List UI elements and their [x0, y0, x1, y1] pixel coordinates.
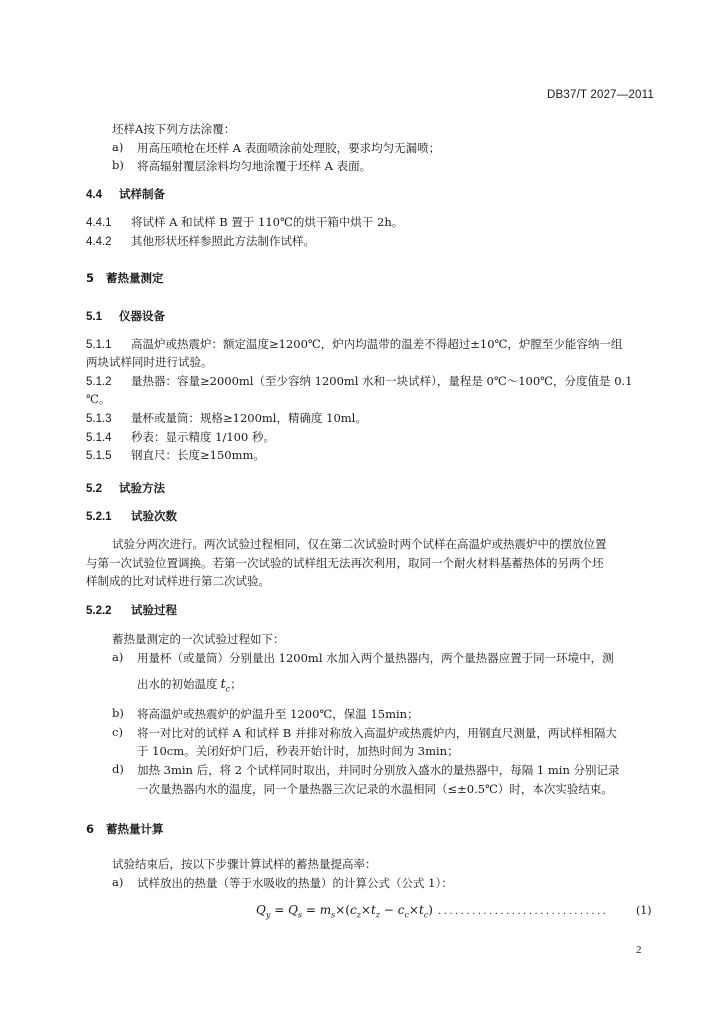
- item-label: a): [112, 875, 124, 889]
- variable-subscript: c: [225, 684, 231, 694]
- formula-operator: =: [302, 903, 320, 917]
- clause-text: 其他形状坯样参照此方法制作试样。: [131, 234, 315, 248]
- clause-5-1-3: [86, 410, 367, 426]
- paragraph-line: 试验分两次进行。两次试验过程相同，仅在第二次试验时两个试样在高温炉或热震炉中的摆放位置: [112, 537, 607, 551]
- clause-text: 量热器：容量≥2000ml（至少容纳 1200ml 水和一块试样），量程是 0℃～100℃，分度值是 0.1: [131, 374, 633, 388]
- clause-number: 5.1.5: [86, 450, 112, 462]
- formula-subscript: s: [297, 910, 303, 920]
- section-number: 5.2: [86, 483, 102, 495]
- clause-text: 钢直尺：长度≥150mm。: [131, 448, 265, 462]
- chapter-number: 6: [86, 822, 95, 836]
- chapter-title: 蓄热量测定: [106, 271, 164, 285]
- clause-5-1-2-cont: ℃。: [86, 392, 111, 406]
- item-text: 加热 3min 后，将 2 个试样同时取出，并同时分别放入盛水的量热器中，每隔 1 min 分别记录: [137, 763, 620, 777]
- formula-symbol: c: [397, 903, 405, 917]
- chapter-6-heading: [86, 821, 164, 837]
- section-title: 试验次数: [131, 509, 177, 523]
- section-5-2-heading: [86, 480, 165, 496]
- item-text: 用高压喷枪在坯样 A 表面喷涂前处理胶，要求均匀无漏喷；: [137, 141, 441, 155]
- item-text: 用量杯（或量筒）分别量出 1200ml 水加入两个量热器内，两个量热器应置于同一环境中，测: [137, 651, 614, 665]
- item-label: a): [112, 140, 124, 154]
- formula-operator: =: [270, 903, 289, 917]
- formula-operator: −: [380, 903, 398, 917]
- formula-symbol: c: [349, 903, 357, 917]
- section-5-2-2-heading: [86, 602, 177, 618]
- clause-text: 高温炉或热震炉：额定温度≥1200℃，炉内均温带的温差不得超过±10℃，炉膛至少能容纳一组: [131, 337, 623, 351]
- item-text: 试样放出的热量（等于水吸收的热量）的计算公式（公式 1）：: [137, 876, 453, 890]
- clause-number: 4.4.2: [86, 236, 112, 248]
- section-title: 仪器设备: [119, 309, 165, 323]
- formula-subscript: c: [423, 910, 429, 920]
- item-text: 出水的初始温度: [137, 677, 218, 691]
- formula-operator: ): [428, 903, 433, 917]
- formula-leader-dots: ..............................: [438, 906, 609, 917]
- clause-text: 秒表：显示精度 1/100 秒。: [131, 430, 275, 444]
- item-text: 将一对比对的试样 A 和试样 B 并排对称放入高温炉或热震炉内，用钢直尺测量，两试样相隔大: [137, 726, 617, 740]
- standard-number: DB37/T 2027—2011: [547, 89, 654, 101]
- clause-number: 5.1.4: [86, 432, 112, 444]
- section-title: 试样制备: [119, 187, 165, 201]
- item-text: 将高温炉或热震炉的炉温升至 1200℃，保温 15min；: [137, 707, 419, 721]
- item-text: 将高辐射覆层涂料均匀地涂覆于坯样 A 表面。: [137, 159, 372, 173]
- formula-number: (1): [636, 904, 652, 917]
- chapter-5-heading: [86, 270, 164, 286]
- chapter-title: 蓄热量计算: [106, 822, 164, 836]
- chapter-number: 5: [86, 271, 95, 285]
- formula-operator: ×: [408, 903, 419, 917]
- clause-5-1-2: [86, 373, 633, 389]
- procedure-item-a-cont: [137, 676, 242, 693]
- clause-number: 5.1.1: [86, 339, 112, 351]
- calc-intro: 试验结束后，按以下步骤计算试样的蓄热量提高率：: [112, 857, 377, 871]
- section-number: 5.2.1: [86, 511, 112, 523]
- formula-symbol: t: [370, 903, 376, 917]
- section-title: 试验方法: [119, 481, 165, 495]
- formula-subscript: z: [356, 910, 361, 920]
- clause-4-4-2: [86, 233, 315, 249]
- item-label: b): [112, 706, 124, 720]
- item-label: a): [112, 650, 124, 664]
- paragraph-line: 与第一次试验位置调换。若第一次试验的试样组无法再次利用，取同一个耐火材料基蓄热体的另两个坯: [86, 556, 604, 570]
- procedure-item-c-cont: 于 10cm。关闭好炉门后，秒表开始计时，加热时间为 3min；: [137, 744, 459, 758]
- item-text-end: ；: [230, 677, 242, 691]
- formula-symbol: m: [319, 903, 332, 917]
- formula-subscript: c: [404, 910, 409, 920]
- clause-5-1-4: [86, 429, 275, 445]
- page-number: 2: [636, 944, 642, 956]
- formula-symbol: t: [418, 903, 424, 917]
- variable-t: t: [220, 677, 226, 692]
- formula-operator: ×(: [335, 903, 350, 917]
- paragraph-line: 样制成的比对试样进行第二次试验。: [86, 574, 270, 588]
- clause-number: 4.4.1: [86, 217, 112, 229]
- clause-number: 5.1.2: [86, 376, 112, 388]
- section-number: 4.4: [86, 189, 102, 201]
- procedure-item-d-cont: 一次量热器内水的温度，同一个量热器三次记录的水温相同（≤±0.5℃）时，本次实验结束。: [137, 782, 613, 796]
- item-label: d): [112, 762, 124, 776]
- section-number: 5.1: [86, 311, 102, 323]
- section-number: 5.2.2: [86, 605, 112, 617]
- clause-text: 量杯或量筒：规格≥1200ml，精确度 10ml。: [131, 411, 367, 425]
- item-label: b): [112, 158, 124, 172]
- formula-symbol: Q: [256, 903, 266, 917]
- formula-subscript: y: [265, 910, 271, 920]
- clause-4-4-1: [86, 214, 403, 230]
- formula-symbol: Q: [288, 903, 298, 917]
- clause-5-1-1-cont: 两块试样同时进行试验。: [86, 355, 213, 369]
- formula-1: [256, 903, 433, 919]
- section-5-2-1-heading: [86, 508, 177, 524]
- section-title: 试验过程: [131, 603, 177, 617]
- clause-5-1-5: [86, 447, 265, 463]
- clause-number: 5.1.3: [86, 413, 112, 425]
- formula-subscript: z: [375, 910, 381, 920]
- clause-text: 将试样 A 和试样 B 置于 110℃的烘干箱中烘干 2h。: [131, 215, 404, 229]
- intro-text: 坯样A按下列方法涂覆：: [112, 122, 236, 136]
- section-5-1-heading: [86, 308, 165, 324]
- formula-operator: ×: [360, 903, 371, 917]
- section-4-4-heading: [86, 186, 165, 202]
- procedure-intro: 蓄热量测定的一次试验过程如下：: [112, 632, 285, 646]
- clause-5-1-1: [86, 336, 622, 352]
- item-label: c): [112, 725, 123, 739]
- formula-subscript: s: [331, 910, 336, 920]
